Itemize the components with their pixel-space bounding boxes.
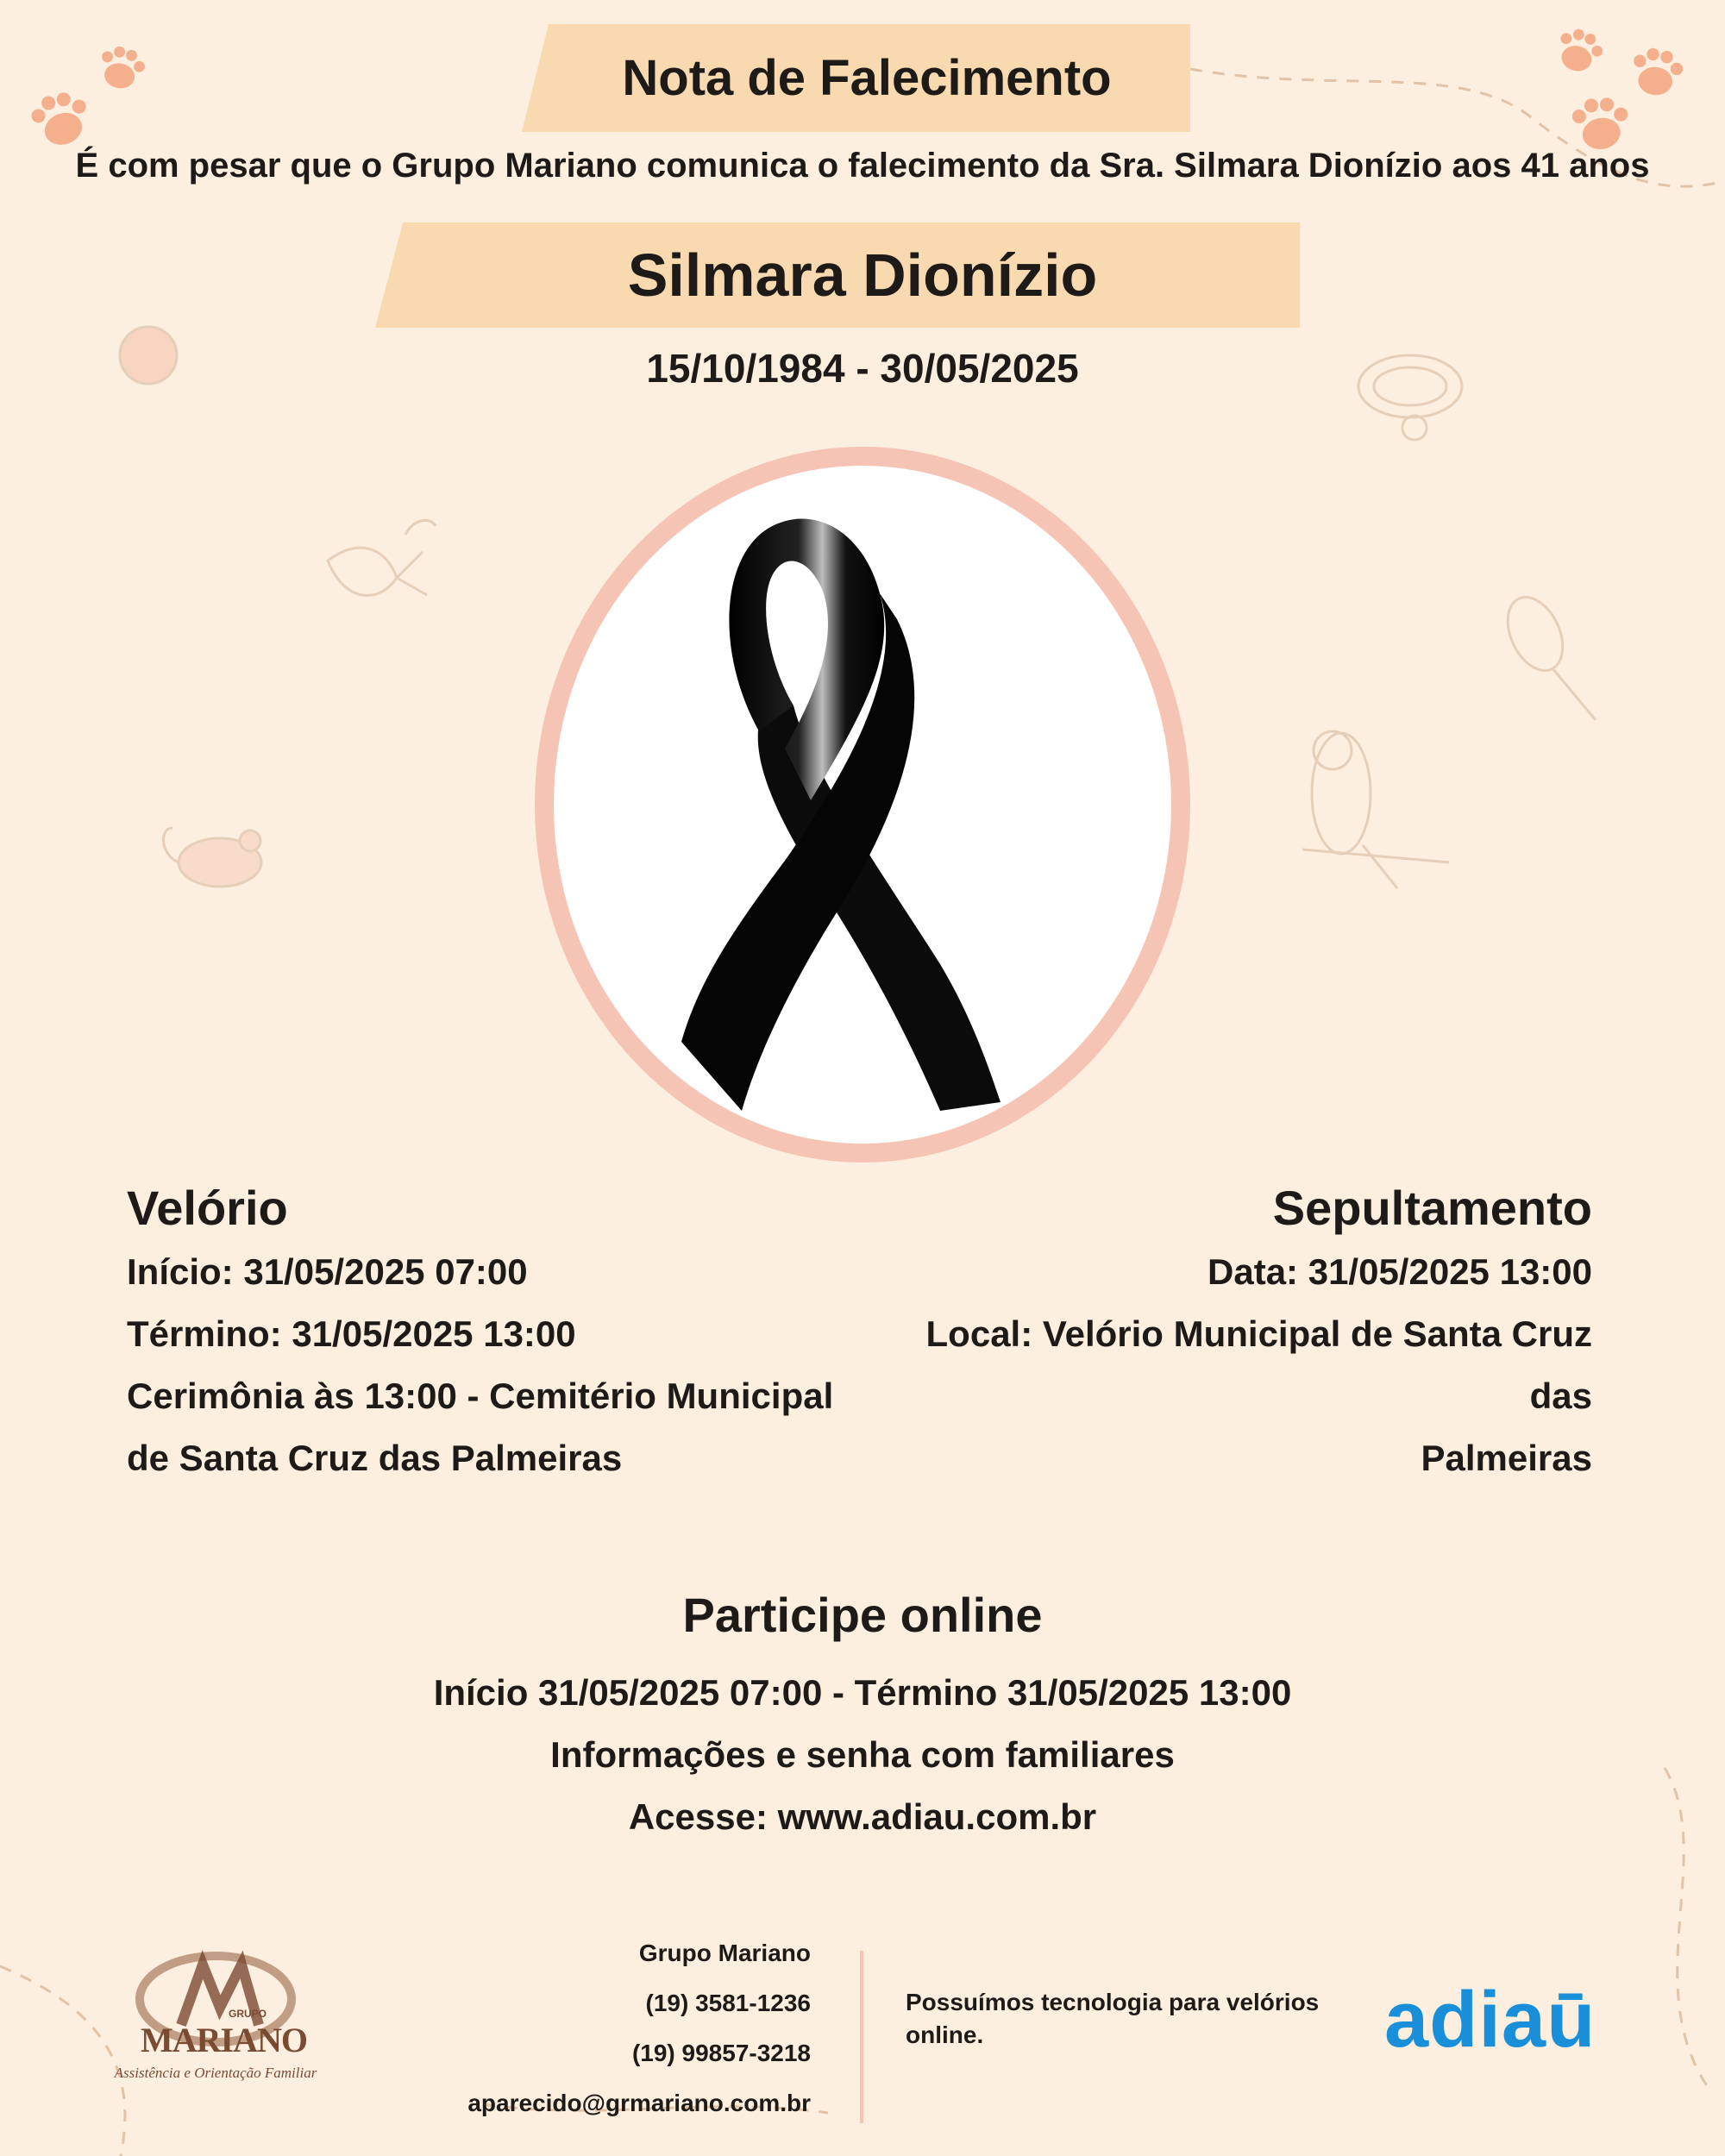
page-title: Nota de Falecimento: [622, 50, 1112, 106]
adiau-logo[interactable]: adiaū: [1384, 1976, 1596, 2064]
sepultamento-section: [871, 1180, 1592, 1489]
online-title: Participe online: [682, 1588, 1043, 1642]
fish-icon: [328, 520, 436, 595]
mouse-toy-icon: [164, 828, 261, 887]
online-line: Informações e senha com familiares: [550, 1734, 1175, 1775]
collar-icon: [1358, 355, 1462, 440]
velorio-line: de Santa Cruz das Palmeiras: [127, 1438, 623, 1478]
tech-statement: Possuímos tecnologia para velórios online.: [906, 1989, 1320, 2048]
velorio-line: Término: 31/05/2025 13:00: [127, 1313, 576, 1354]
mourning-ribbon-icon: [535, 447, 1190, 1163]
intro-text: É com pesar que o Grupo Mariano comunica o falecimento da Sra. Silmara Dionízio aos 41 anos: [75, 147, 1650, 185]
velorio-section: [127, 1180, 903, 1489]
sepultamento-title: Sepultamento: [1272, 1181, 1592, 1235]
phone-number[interactable]: (19) 3581-1236: [645, 1990, 811, 2016]
online-line: Início 31/05/2025 07:00 - Término 31/05/2025 13:00: [433, 1672, 1292, 1713]
sepultamento-line: Palmeiras: [1421, 1438, 1592, 1478]
velorio-line: Início: 31/05/2025 07:00: [127, 1251, 528, 1292]
company-name: Grupo Mariano: [638, 1940, 811, 1966]
ball-icon: [120, 327, 177, 384]
deceased-name: Silmara Dionízio: [627, 241, 1098, 309]
parakeet-icon: [1302, 731, 1449, 888]
footer-divider: [860, 1951, 863, 2123]
grupo-mariano-logo: [99, 1947, 332, 2094]
life-dates: 15/10/1984 - 30/05/2025: [646, 346, 1079, 391]
online-website[interactable]: Acesse: www.adiau.com.br: [628, 1796, 1097, 1837]
sepultamento-line: Data: 31/05/2025 13:00: [1208, 1251, 1592, 1292]
phone-number[interactable]: (19) 99857-3218: [631, 2040, 811, 2066]
brush-icon: [1497, 588, 1596, 720]
online-section: [259, 1587, 1466, 1848]
contact-info: [431, 1928, 811, 2128]
logo-tagline: Assistência e Orientação Familiar: [114, 2065, 317, 2081]
email-link[interactable]: aparecido@grmariano.com.br: [467, 2090, 811, 2116]
logo-name: MARIANO: [141, 2021, 307, 2059]
sepultamento-line: Local: Velório Municipal de Santa Cruz das: [925, 1313, 1592, 1416]
velorio-line: Cerimônia às 13:00 - Cemitério Municipal: [127, 1376, 834, 1416]
logo-group-label: GRUPO: [229, 2008, 267, 2020]
velorio-title: Velório: [127, 1181, 288, 1235]
